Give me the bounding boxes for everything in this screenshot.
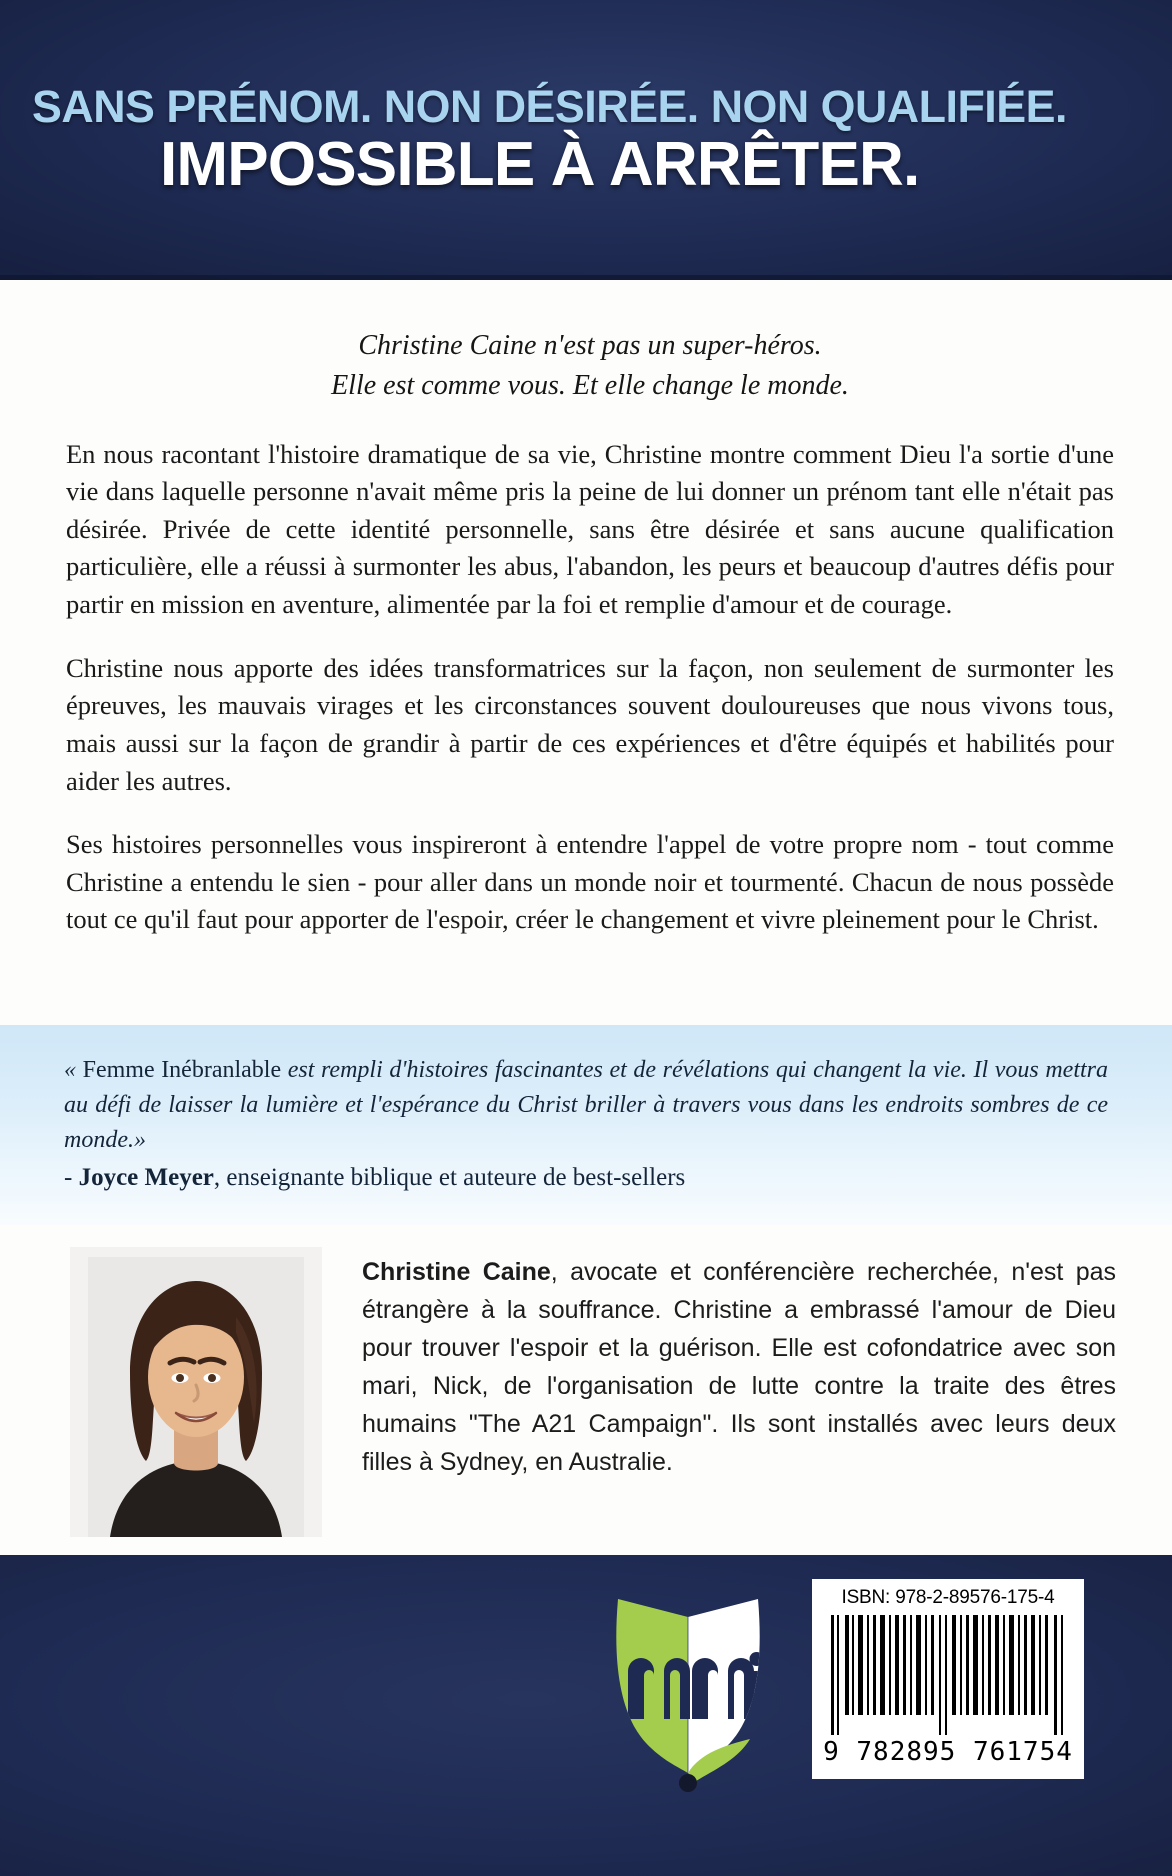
attribution-dash: - [64, 1164, 79, 1192]
endorsement-book-title: Femme Inébranlable [82, 1057, 282, 1083]
author-bio-text [362, 1247, 1116, 1481]
body-paragraph-2: Christine nous apporte des idées transformatrices sur la façon, non seulement de surmonter les épreuves, les mauvais virages et les circonstances souvent douloureuses que nous vivons tous, mais aussi sur la façon de grandir à partir de ces expériences et d'être équipés et habilités pour aider les autres. [66, 652, 1114, 796]
endorsement-box [0, 1025, 1172, 1225]
epigraph [66, 326, 1114, 406]
author-bio-body: , avocate et conférencière recherchée, n'est pas étrangère à la souffrance. Christine a embrassé l'amour de Dieu pour trouver l'espoir et la guérison. Elle est cofondatrice avec son mari, Nick, de l'organisation de lutte contre la traite des êtres humains "The A21 Campaign". Ils sont installés avec leurs deux filles à Sydney, en Australie. [362, 1258, 1116, 1476]
attribution-name: Joyce Meyer [78, 1164, 214, 1192]
body-paragraph-3: Ses histoires personnelles vous inspireront à entendre l'appel de votre propre nom - tout comme Christine a entendu le sien - pour aller dans un monde noir et tourmenté. Chacun de nous possède tout ce qu'il faut pour apporter de l'espoir, créer le changement et vivre pleinement pour le Christ. [66, 829, 1114, 935]
ean13-barcode-icon [825, 1615, 1071, 1735]
epigraph-line-1: Christine Caine n'est pas un super-héros. [358, 330, 822, 361]
attribution-role: , enseignante biblique et auteure de best-sellers [213, 1164, 686, 1192]
barcode-block [812, 1579, 1084, 1779]
headline-bottom: IMPOSSIBLE À ARRÊTER. [160, 129, 920, 199]
footer-band [0, 1555, 1172, 1876]
barcode-digits: 9 782895 761754 [823, 1737, 1073, 1767]
endorsement-attribution [64, 1162, 1108, 1195]
author-photo [70, 1247, 322, 1537]
quote-open-mark: « [64, 1057, 83, 1083]
body-copy-area [0, 280, 1172, 1025]
endorsement-quote [64, 1053, 1108, 1158]
author-name: Christine Caine [362, 1258, 551, 1286]
epigraph-line-2: Elle est comme vous. Et elle change le monde. [331, 369, 849, 401]
endorsement-quote-rest: est rempli d'histoires fascinantes et de révélations qui changent la vie. Il vous mettra au défi de laisser la lumière et l'espérance du Christ briller à travers vous dans les endroits sombres de ce monde.» [64, 1057, 1109, 1154]
publisher-logo [604, 1577, 772, 1792]
body-paragraph-1: En nous racontant l'histoire dramatique de sa vie, Christine montre comment Dieu l'a sortie d'une vie dans laquelle personne n'avait même pris la peine de lui donner un prénom tant elle n'était pas désirée. Privée de cette identité personnelle, sans être désirée et sans aucune qualification particulière, elle a réussi à surmonter les abus, l'abandon, les peurs et beaucoup d'autres défis pour partir en mission en aventure, alimentée par la foi et remplie d'amour et de courage. [66, 438, 1114, 619]
author-portrait-illustration [70, 1247, 322, 1537]
headline-top: SANS PRÉNOM. NON DÉSIRÉE. NON QUALIFIÉE. [32, 81, 1067, 133]
header-band [0, 0, 1172, 280]
author-bio-section [0, 1225, 1172, 1555]
isbn-label: ISBN: 978-2-89576-175-4 [841, 1587, 1055, 1608]
mmi-leaf-book-logo-icon [604, 1577, 772, 1792]
